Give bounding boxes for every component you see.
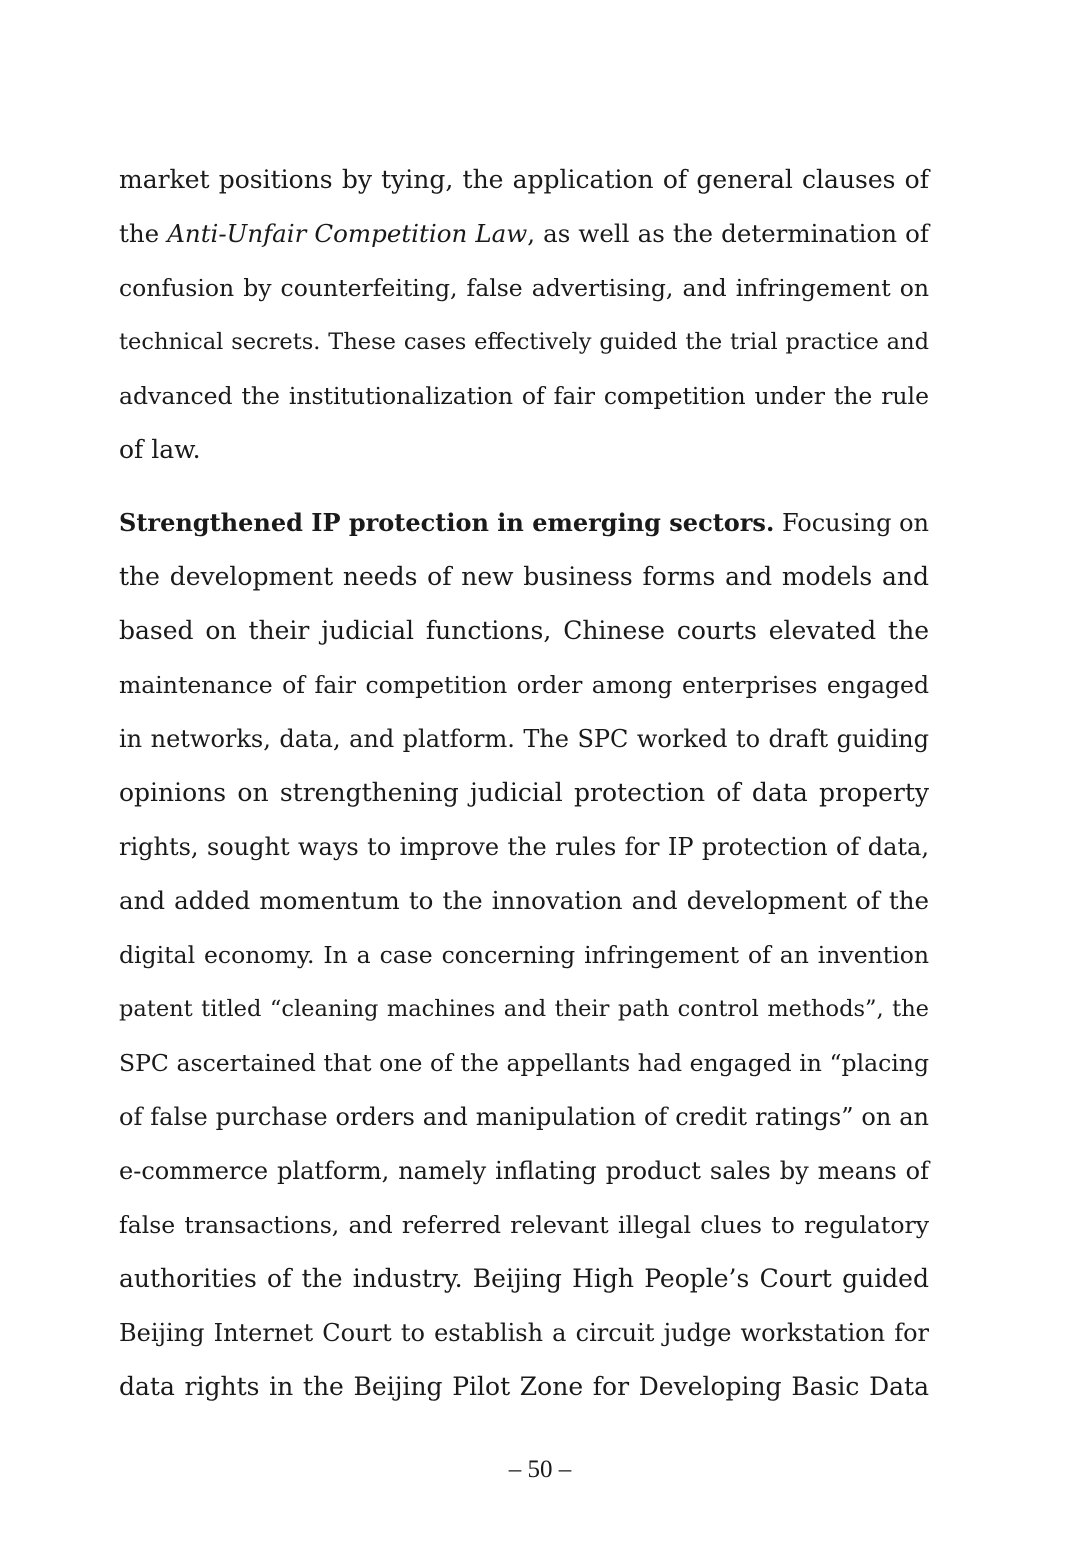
text-line: Beijing Internet Court to establish a circuit judge workstation for	[119, 1319, 929, 1347]
page-number: – 50 –	[508, 1456, 572, 1483]
paragraph-fair-competition	[119, 153, 929, 477]
text-line: e-commerce platform, namely inflating product sales by means of	[119, 1157, 929, 1185]
text-line: patent titled “cleaning machines and their path control methods”, the	[119, 996, 929, 1022]
text-line: digital economy. In a case concerning infringement of an invention	[119, 941, 929, 969]
text-line: data rights in the Beijing Pilot Zone for Developing Basic Data	[119, 1372, 929, 1401]
paragraph-heading-bold: Strengthened IP protection in emerging sectors.	[119, 508, 775, 537]
text-line: false transactions, and referred relevant illegal clues to regulatory	[119, 1211, 929, 1239]
text-line: the development needs of new business forms and models and	[119, 562, 929, 591]
text-line: rights, sought ways to improve the rules for IP protection of data,	[119, 833, 929, 861]
text-line: market positions by tying, the application of general clauses of	[119, 165, 929, 194]
text-segment: the	[119, 219, 168, 248]
text-segment: Focusing on	[774, 509, 929, 537]
text-line: and added momentum to the innovation and development of the	[119, 886, 929, 915]
text-line: of false purchase orders and manipulation of credit ratings” on an	[119, 1103, 929, 1131]
text-line: authorities of the industry. Beijing High People’s Court guided	[119, 1264, 929, 1293]
text-segment: , as well as the determination of	[527, 219, 929, 248]
text-line	[119, 207, 929, 261]
law-title-italic: Anti-Unfair Competition Law	[167, 219, 528, 248]
text-line: in networks, data, and platform. The SPC worked to draft guiding	[119, 725, 929, 753]
text-line: advanced the institutionalization of fair competition under the rule	[119, 382, 929, 410]
text-line	[119, 496, 929, 550]
text-line: SPC ascertained that one of the appellants had engaged in “placing	[119, 1049, 929, 1077]
text-line: confusion by counterfeiting, false advertising, and infringement on	[119, 274, 929, 302]
text-line: technical secrets. These cases effectively guided the trial practice and	[119, 329, 929, 355]
text-line: maintenance of fair competition order among enterprises engaged	[119, 671, 929, 699]
text-line: based on their judicial functions, Chinese courts elevated the	[119, 616, 929, 645]
text-line: of law.	[119, 435, 201, 464]
paragraph-emerging-sectors	[119, 496, 929, 1414]
text-line: opinions on strengthening judicial protection of data property	[119, 778, 929, 807]
